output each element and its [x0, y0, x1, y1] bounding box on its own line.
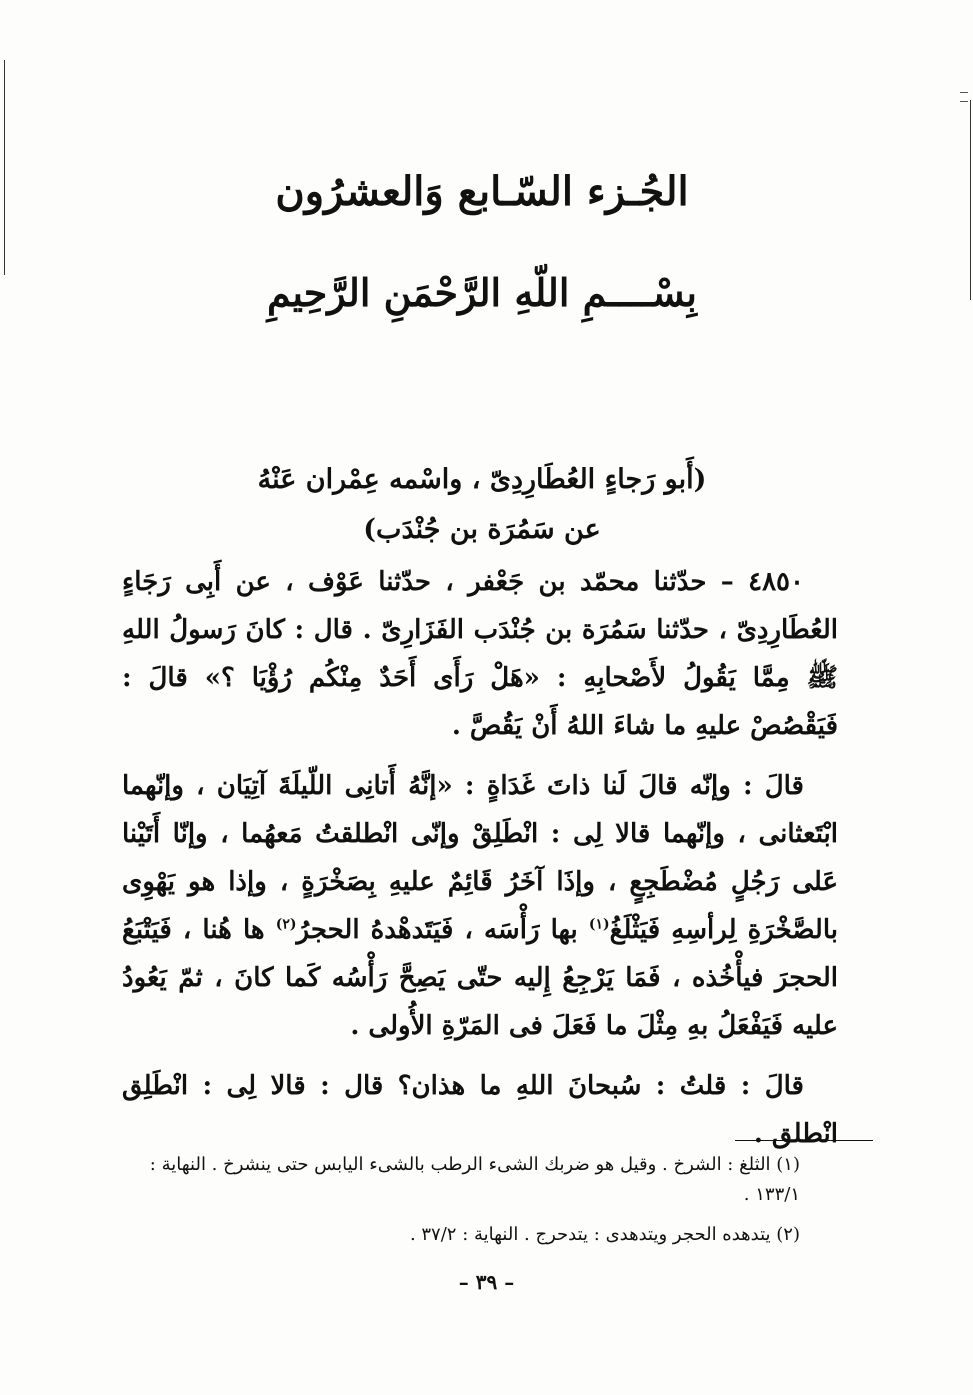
footnote-2: (٢) يتدهده الحجر ويتدهدى : يتدحرج . النهاية : ٣٧/٢ . [409, 1224, 800, 1245]
section-heading [122, 455, 842, 555]
page-number: – ٣٩ – [458, 1270, 515, 1294]
footnote-1: (١) الثلغ : الشرخ . وقيل هو ضربك الشىء الرطب بالشىء اليابس حتى ينشرخ . النهاية : ١٣٣/١ . [149, 1154, 800, 1205]
hadith-number: ٤٨٥٠ [748, 567, 804, 597]
basmala: بِسْــــمِ اللّهِ الرَّحْمَنِ الرَّحِيمِ [267, 270, 697, 315]
hadith-paragraph-2-text: قالَ : وإنّه قالَ لَنا ذاتَ غَدَاةٍ : «إنَّهُ أَتانِى اللّيلَةَ آتِيَان ، وإنّهما ابْتَعثانى ، وإنّهما قالا لِى : انْطَلِقْ وإنّى انْطلقتُ مَعهُما ، وإنّا أَتَيْنا عَلى رَجُلٍ مُضْطَجِعٍ ، وإذَا آخَرُ قَائِمٌ عليهِ بِصَخْرَةٍ ، وإذا هو يَهْوِى بالصَّخْرَةِ لِرأسِهِ فَيَثْلَغُ [122, 771, 838, 945]
hadith-paragraph-2-text-c: ها هُنا ، فَيَتْبَعُ الحجرَ فيأْخُذه ، فَمَا يَرْجِعُ إِليه حتّى يَصِحَّ رَأْسُه كَما كانَ ، ثمّ يَعُودُ عليه فَيَفْعَلُ بهِ مِثْلَ ما فَعَلَ فى المَرّةِ الأُولى . [122, 915, 838, 1041]
hadith-paragraph-3 [122, 1062, 838, 1158]
hadith-text [122, 558, 838, 1170]
section-heading-line-1: (أَبو رَجاءٍ العُطَارِدِىّ ، واسْمه عِمْران عَنْهُ [257, 464, 707, 495]
footnote-ref-2[interactable]: (٢) [275, 916, 297, 933]
hadith-paragraph-3-text: قالَ : قلتُ : سُبحانَ اللهِ ما هذان؟ قال : قالا لِى : انْطَلِق انْطلق . [122, 1071, 838, 1149]
section-heading-line-2: عن سَمُرَة بن جُنْدَب) [363, 514, 601, 545]
hadith-paragraph-1 [122, 558, 838, 750]
hadith-paragraph-2-text-b: بها رَأْسَه ، فَيَتَدهْدهُ الحجرُ [296, 915, 578, 945]
scan-edge-left [4, 60, 5, 275]
scan-edge-right [970, 100, 971, 300]
footnotes [122, 1150, 838, 1260]
footnote-ref-1[interactable]: (١) [588, 916, 610, 933]
part-title: الجُـزء السّـابع وَالعشرُون [275, 168, 689, 215]
footnote-divider [735, 1140, 873, 1141]
scan-mark [960, 92, 968, 102]
hadith-paragraph-2 [122, 762, 838, 1050]
hadith-paragraph-1-text: – حدّثنا محمّد بن جَعْفر ، حدّثنا عَوْف ، عن أَبِى رَجَاءٍ العُطَارِدِىّ ، حدّثنا سَمُرَة بن جُنْدَب الفَزَارِىّ . قال : كانَ رَسولُ اللهِ ﷺ مِمَّا يَقُولُ لأَصْحابِهِ : «هَلْ رَأَى أَحَدٌ مِنْكُم رُؤْيَا ؟» قالَ : فَيَقْصُصْ عليهِ ما شاءَ اللهُ أَنْ يَقُصَّ . [122, 567, 838, 741]
